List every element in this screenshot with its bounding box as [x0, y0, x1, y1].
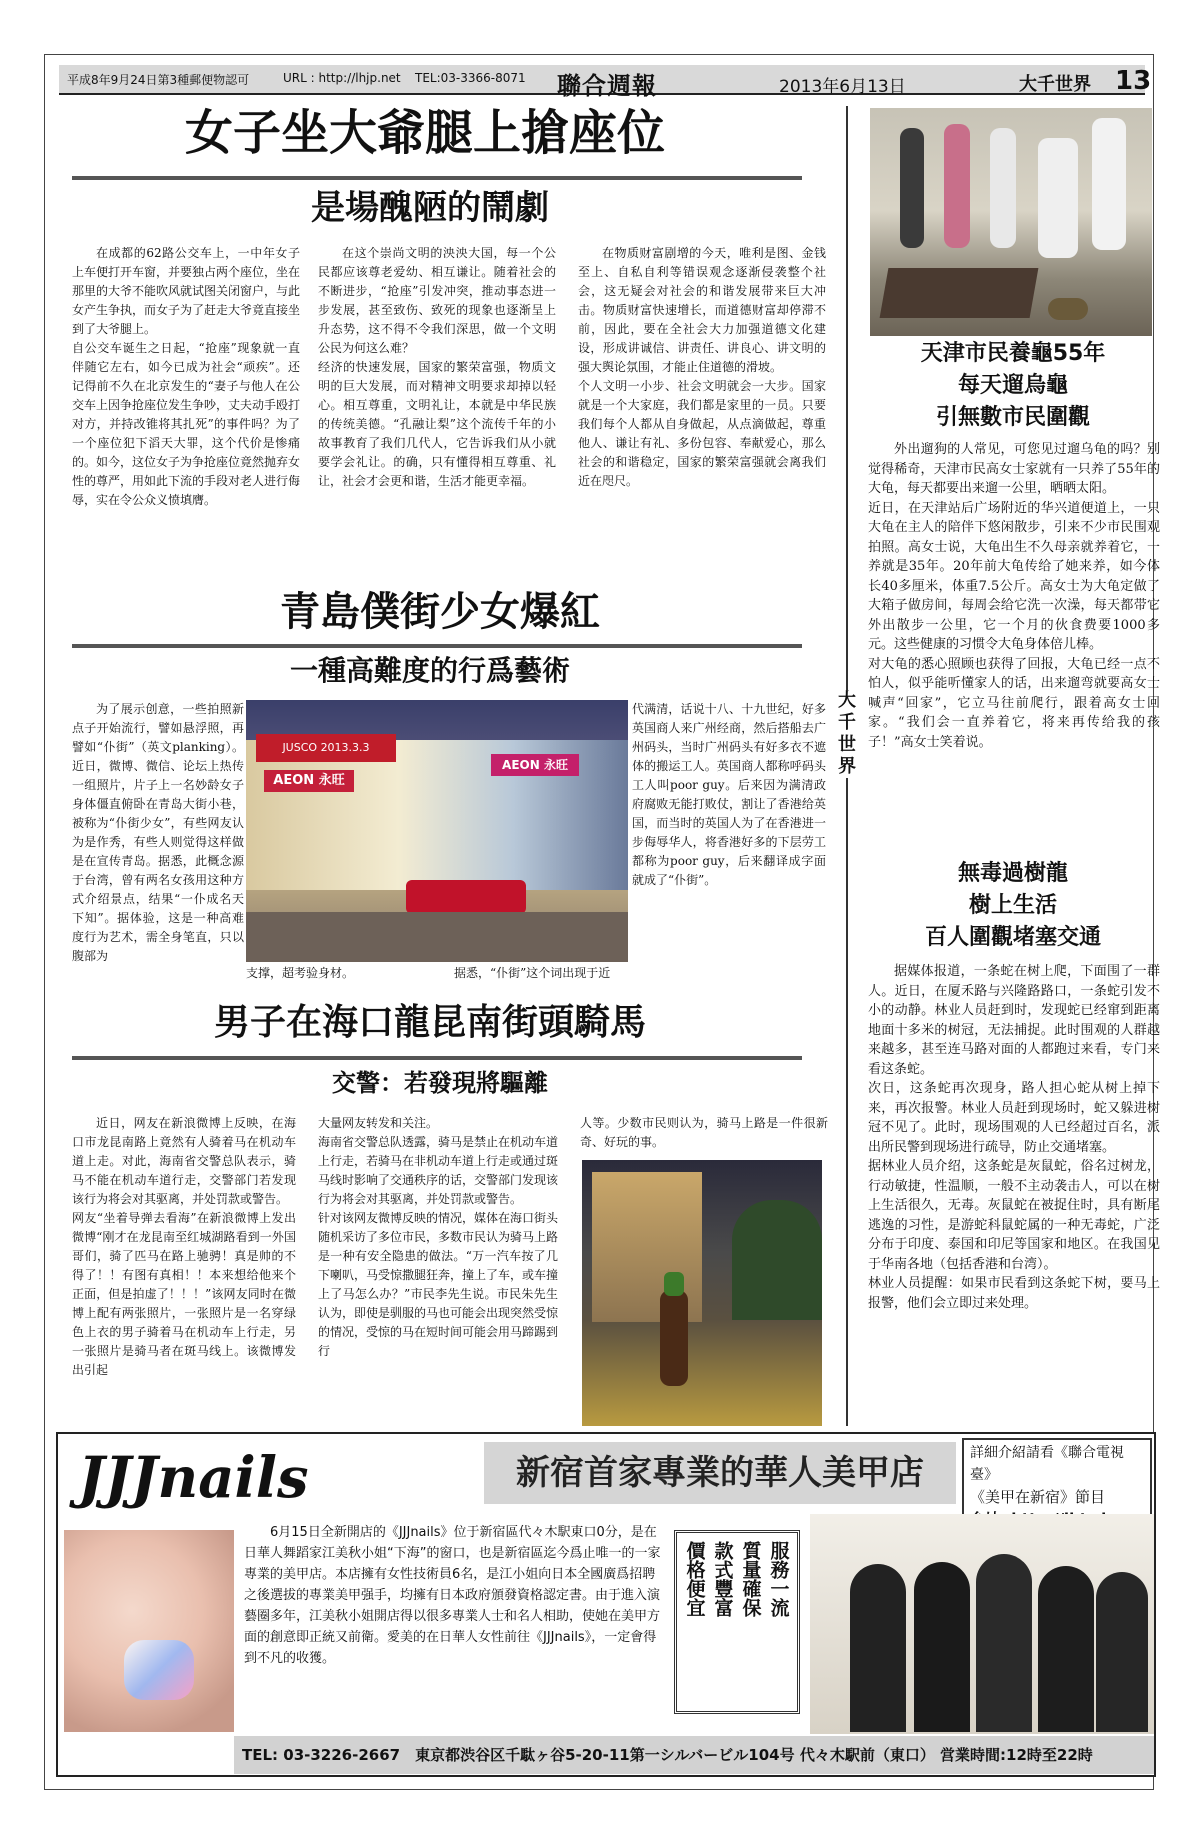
masthead-url[interactable]: URL : http://lhjp.net	[283, 71, 401, 85]
article1-subhead: 是場醜陋的鬧劇	[311, 188, 549, 228]
article3-headline: 男子在海口龍昆南街頭騎馬	[213, 1002, 646, 1043]
staff-5	[1096, 1572, 1148, 1732]
page-number: 13	[1115, 66, 1152, 96]
rider	[664, 1272, 684, 1296]
sidebar-story1-text: 外出遛狗的人常见，可您见过遛乌龟的吗？别觉得稀奇，天津市民高女士家就有一只养了55年的大龟，每天都要出来遛一公里，晒晒太阳。 近日，在天津站后广场附近的华兴道便道上，一只大龟在主人的陪伴下悠闲散步，引来不少市民围观拍照。高女士说，大龟出生不久母亲就养着它，一养就是35年。20年前大龟传给了她来养，如今体长40多厘米，体重7.5公斤。高女士为大龟定做了大箱子做房间，每周会给它洗一次澡，每天都带它外出散步一公里，它一个月的伙食费要1000多元。这些健康的习惯令大龟身体倍儿棒。 对大龟的悉心照顾也获得了回报，大龟已经一点不怕人，似乎能听懂家人的话，出来遛弯就要高女士喊声“回家”，它立马往前爬行，跟着高女士回家。“我们会一直养着它，将来再传给我的孩子！”高女士笑着说。	[868, 442, 1160, 750]
staff-4	[1038, 1566, 1094, 1732]
decorated-nails	[124, 1640, 194, 1700]
sidebar-story1-headline: 天津市民養龜55年 每天遛烏龜 引無數市民圍觀	[920, 341, 1106, 430]
article1-column-3: 在物质财富剧增的今天，唯利是图、金钱至上、自私自利等错误观念逐渐侵袭整个社会，这无疑会对社会的和谐发展带来巨大冲击。物质财富快速增长，而道德财富却停滞不前，因此，要在全社会大力加强道德文化建设，形成讲诚信、讲责任、讲良心、讲文明的强大舆论氛围，才能止住道德的滑坡。 个人文明一小步、社会文明就会一大步。国家就是一个大家庭，我们都是家里的一员。只要我们每个人都从自身做起，从点滴做起，尊重他人、谦让有礼、多份包容、奉献爱心，那么社会的和谐稳定，国家的繁荣富强就会离我们近在咫尺。	[578, 246, 826, 488]
tv-program-box: 詳細介紹請看《聯合電視臺》 《美甲在新宿》節目	[962, 1438, 1152, 1534]
article2-column-3: 代满清，话说十八、十九世纪，好多英国商人来广州经商，然后搭船去广州码头，当时广州码头有好多衣不遮体的搬运工人。英国商人都称呼码头工人叫poor guy。后来因为满清政府腐败无能打败仗，割让了香港给英国，而当时的英国人为了在香港进一步侮辱华人，将香港好多的下层劳工都称为poor guy，后来翻译成字面就成了“仆街”。	[632, 702, 826, 887]
shopping-mall-photo	[246, 700, 628, 962]
article2-headline: 青島僕街少女爆紅	[280, 589, 600, 635]
article3-column-2: 大量网友转发和关注。 海南省交警总队透露，骑马是禁止在机动车道上行走，若骑马在非机动车道上行走或通过斑马线时影响了交通秩序的话，交警部门发现该行为将会对其驱离，并处罚款或警告。 针对该网友微博反映的情况，媒体在海口街头随机采访了多位市民，多数市民认为骑马上路是一种有安全隐患的做法。“万一汽车按了几下喇叭，马受惊撒腿狂奔，撞上了车，或车撞上了马怎么办？”市民李先生说。市民朱先生认为，即使是驯服的马也可能会出现突然受惊的情况，受惊的马在短时间可能会用马蹄踢到行	[318, 1116, 559, 1358]
tortoise-crowd-photo	[870, 108, 1152, 336]
article2-column-2a: 支撑，超考验身材。	[246, 966, 355, 980]
ad-footer-contact: TEL: 03-3226-2667 東京都渋谷区千駄ヶ谷5-20-11第一シルバービル104号 代々木駅前（東口） 営業時間:12時至22時	[234, 1736, 1154, 1774]
masthead-tel: TEL:03-3366-8071	[415, 71, 526, 85]
article2-column-2b: 据悉，“仆街”这个词出现于近	[454, 966, 611, 980]
masthead	[59, 65, 1152, 100]
article1-column-1: 在成都的62路公交车上，一中年女子上车便打开车窗，并要独占两个座位，坐在那里的大爷不能吹风就试图关闭窗户，与此女产生争执，而女子为了赶走大爷竟直接坐到了大爷腿上。 自公交车诞生之日起，“抢座”现象就一直伴随它左右，如今已成为社会“顽疾”。还记得前不久在北京发生的“妻子与他人在公交车上因争抢座位发生争吵，丈夫动手殴打对方，并持改锥将其扎死”的事件吗？为了一个座位犯下滔天大罪，这个代价是惨痛的。如今，这位女子为争抢座位竟然抛弃女性的尊严，用如此下流的手段对老人进行侮辱，实在令公众义愤填膺。	[72, 246, 301, 507]
nail-model-photo	[64, 1530, 234, 1732]
doormat	[880, 268, 1039, 318]
aeon-sign: AEON 永旺	[264, 770, 354, 792]
article1-column-2: 在这个崇尚文明的泱泱大国，每一个公民都应该尊老爱幼、相互谦让。随着社会的不断进步，“抢座”引发冲突，推动事态进一步发展，甚至致伤、致死的现象也逐渐呈上升态势，这不得不令我们深思，做一个文明公民为何这么难？ 经济的快速发展，国家的繁荣富强，物质文明的巨大发展，而对精神文明要求却掉以轻心。相互尊重，文明礼让，本就是中华民族的传统美德。“孔融让梨”这个流传千年的小故事教育了我们几代人，它告诉我们从小就要学会礼让。的确，只有懂得相互尊重、礼让，社会才会更和谐，生活才能更幸福。	[318, 246, 556, 488]
newspaper-logo: 聯合週報	[557, 72, 657, 100]
lying-woman-figure	[406, 880, 526, 914]
person-4	[1038, 138, 1078, 258]
article3-subhead: 交警：若發現將驅離	[332, 1069, 548, 1097]
person-5	[1092, 118, 1126, 250]
staff-3	[976, 1554, 1032, 1732]
section-name: 大千世界	[1019, 74, 1091, 95]
article1-rule	[72, 176, 802, 180]
ad-tagline: 新宿首家專業的華人美甲店	[484, 1442, 956, 1504]
permit-text: 平成8年9月24日第3種郵便物認可	[67, 73, 250, 87]
floor	[246, 912, 628, 962]
person-2	[944, 124, 970, 248]
article3-column-3: 人等。少数市民则认为，骑马上路是一件很新奇、好玩的事。	[580, 1116, 828, 1149]
trees	[732, 1200, 822, 1320]
person-1	[900, 128, 924, 248]
article2-column-1: 为了展示创意，一些拍照新点子开始流行，譬如悬浮照，再譬如“仆街”（英文planking）。近日，微博、微信、论坛上热传一组照片，片子上一名妙龄女子身体僵直俯卧在青岛大街小巷，被称为“仆街少女”，有些网友认为是作秀，有些人则觉得这样做是在宣传青岛。据悉，此概念源于台湾，曾有两名女孩用这种方式介绍景点，结果“一仆成名天下知”。据体验，这是一种高难度行为艺术，需全身笔直，只以腹部为	[72, 702, 244, 963]
tortoise	[1048, 298, 1088, 320]
staff-1	[850, 1564, 906, 1732]
ad-body-text: 6月15日全新開店的《JJJnails》位于新宿區代々木駅東口0分，是在日華人舞蹈家江美秋小姐“下海”的窗口，也是新宿區迄今爲止唯一的一家專業的美甲店。本店擁有女性技術員6名，是江小姐向日本全國廣爲招聘之後選拔的專業美甲强手，均擁有日本政府頒發資格認定書。由于進入演藝圈多年，江美秋小姐開店得以很多專業人士和名人相助，使她在美甲方面的創意即正統又前衛。愛美的在日華人女性前往《JJJnails》，一定會得到不凡的收獲。	[244, 1525, 661, 1666]
ad-brand-logo: JJJnails	[78, 1445, 309, 1511]
sidebar-story2-text: 据媒体报道，一条蛇在树上爬，下面围了一群人。近日，在厦禾路与兴隆路路口，一条蛇引发不小的动静。林业人员赶到时，发现蛇已经窜到距离地面十多米的树冠，无法捕捉。此时围观的人群越来越多，甚至连马路对面的人都跑过来看，专门来看这条蛇。 次日，这条蛇再次现身，路人担心蛇从树上掉下来，再次报警。林业人员赶到现场时，蛇又躲进树冠不见了。此时，现场围观的人已经超过百名，派出所民警到现场进行疏导，防止交通堵塞。 据林业人员介绍，这条蛇是灰鼠蛇，俗名过树龙，行动敏捷，性温顺，一般不主动袭击人，可以在树上生活很久，无毒。灰鼠蛇在被捉住时，具有断尾逃逸的习性，是游蛇科鼠蛇属的一种无毒蛇，广泛分布于印度、泰国和印尼等国家和地区。在我国见于华南各地（包括香港和台湾）。 林业人员提醒：如果市民看到这条蛇下树，要马上报警，他们会立即过来处理。	[868, 964, 1160, 1311]
article3-rule	[72, 1056, 802, 1060]
article3-column-1: 近日，网友在新浪微博上反映，在海口市龙昆南路上竟然有人骑着马在机动车道上走。对此，海南省交警总队表示，骑马不能在机动车道行走，交警部门若发现该行为将会对其驱离，并处罚款或警告。 网友“坐着导弹去看海”在新浪微博上发出微博“刚才在龙昆南至红城湖路看到一外国哥们，骑了匹马在路上驰骋！真是帅的不得了！！有图有真相！！本来想给他来个正面，但是拍虚了！！！”该网友同时在微博上配有两张照片，一张照片是一名穿绿色上衣的男子骑着马在机动车上行走，另一张照片是骑马者在斑马线上。该微博发出引起	[72, 1116, 296, 1377]
vertical-section-label: 大千世界	[838, 690, 856, 777]
ad-features-box: 服務一流 質量確保 款式豐富 價格便宜	[674, 1530, 800, 1714]
jjjnails-advertisement	[56, 1432, 1156, 1777]
jusco-sign: JUSCO 2013.3.3	[256, 734, 396, 762]
staff-group-photo	[810, 1514, 1154, 1734]
article1-headline: 女子坐大爺腿上搶座位	[184, 105, 665, 161]
horse	[660, 1290, 688, 1386]
sidebar-story2-headline: 無毒過樹龍 樹上生活 百人圍觀堵塞交通	[924, 861, 1101, 950]
staff-2	[914, 1562, 970, 1732]
issue-date: 2013年6月13日	[779, 77, 906, 97]
article2-subhead: 一種高難度的行爲藝術	[289, 654, 570, 687]
article2-rule	[72, 644, 802, 648]
aeon-sign-2: AEON 永旺	[491, 754, 579, 776]
horse-rider-photo	[582, 1160, 822, 1426]
person-3	[990, 128, 1016, 248]
